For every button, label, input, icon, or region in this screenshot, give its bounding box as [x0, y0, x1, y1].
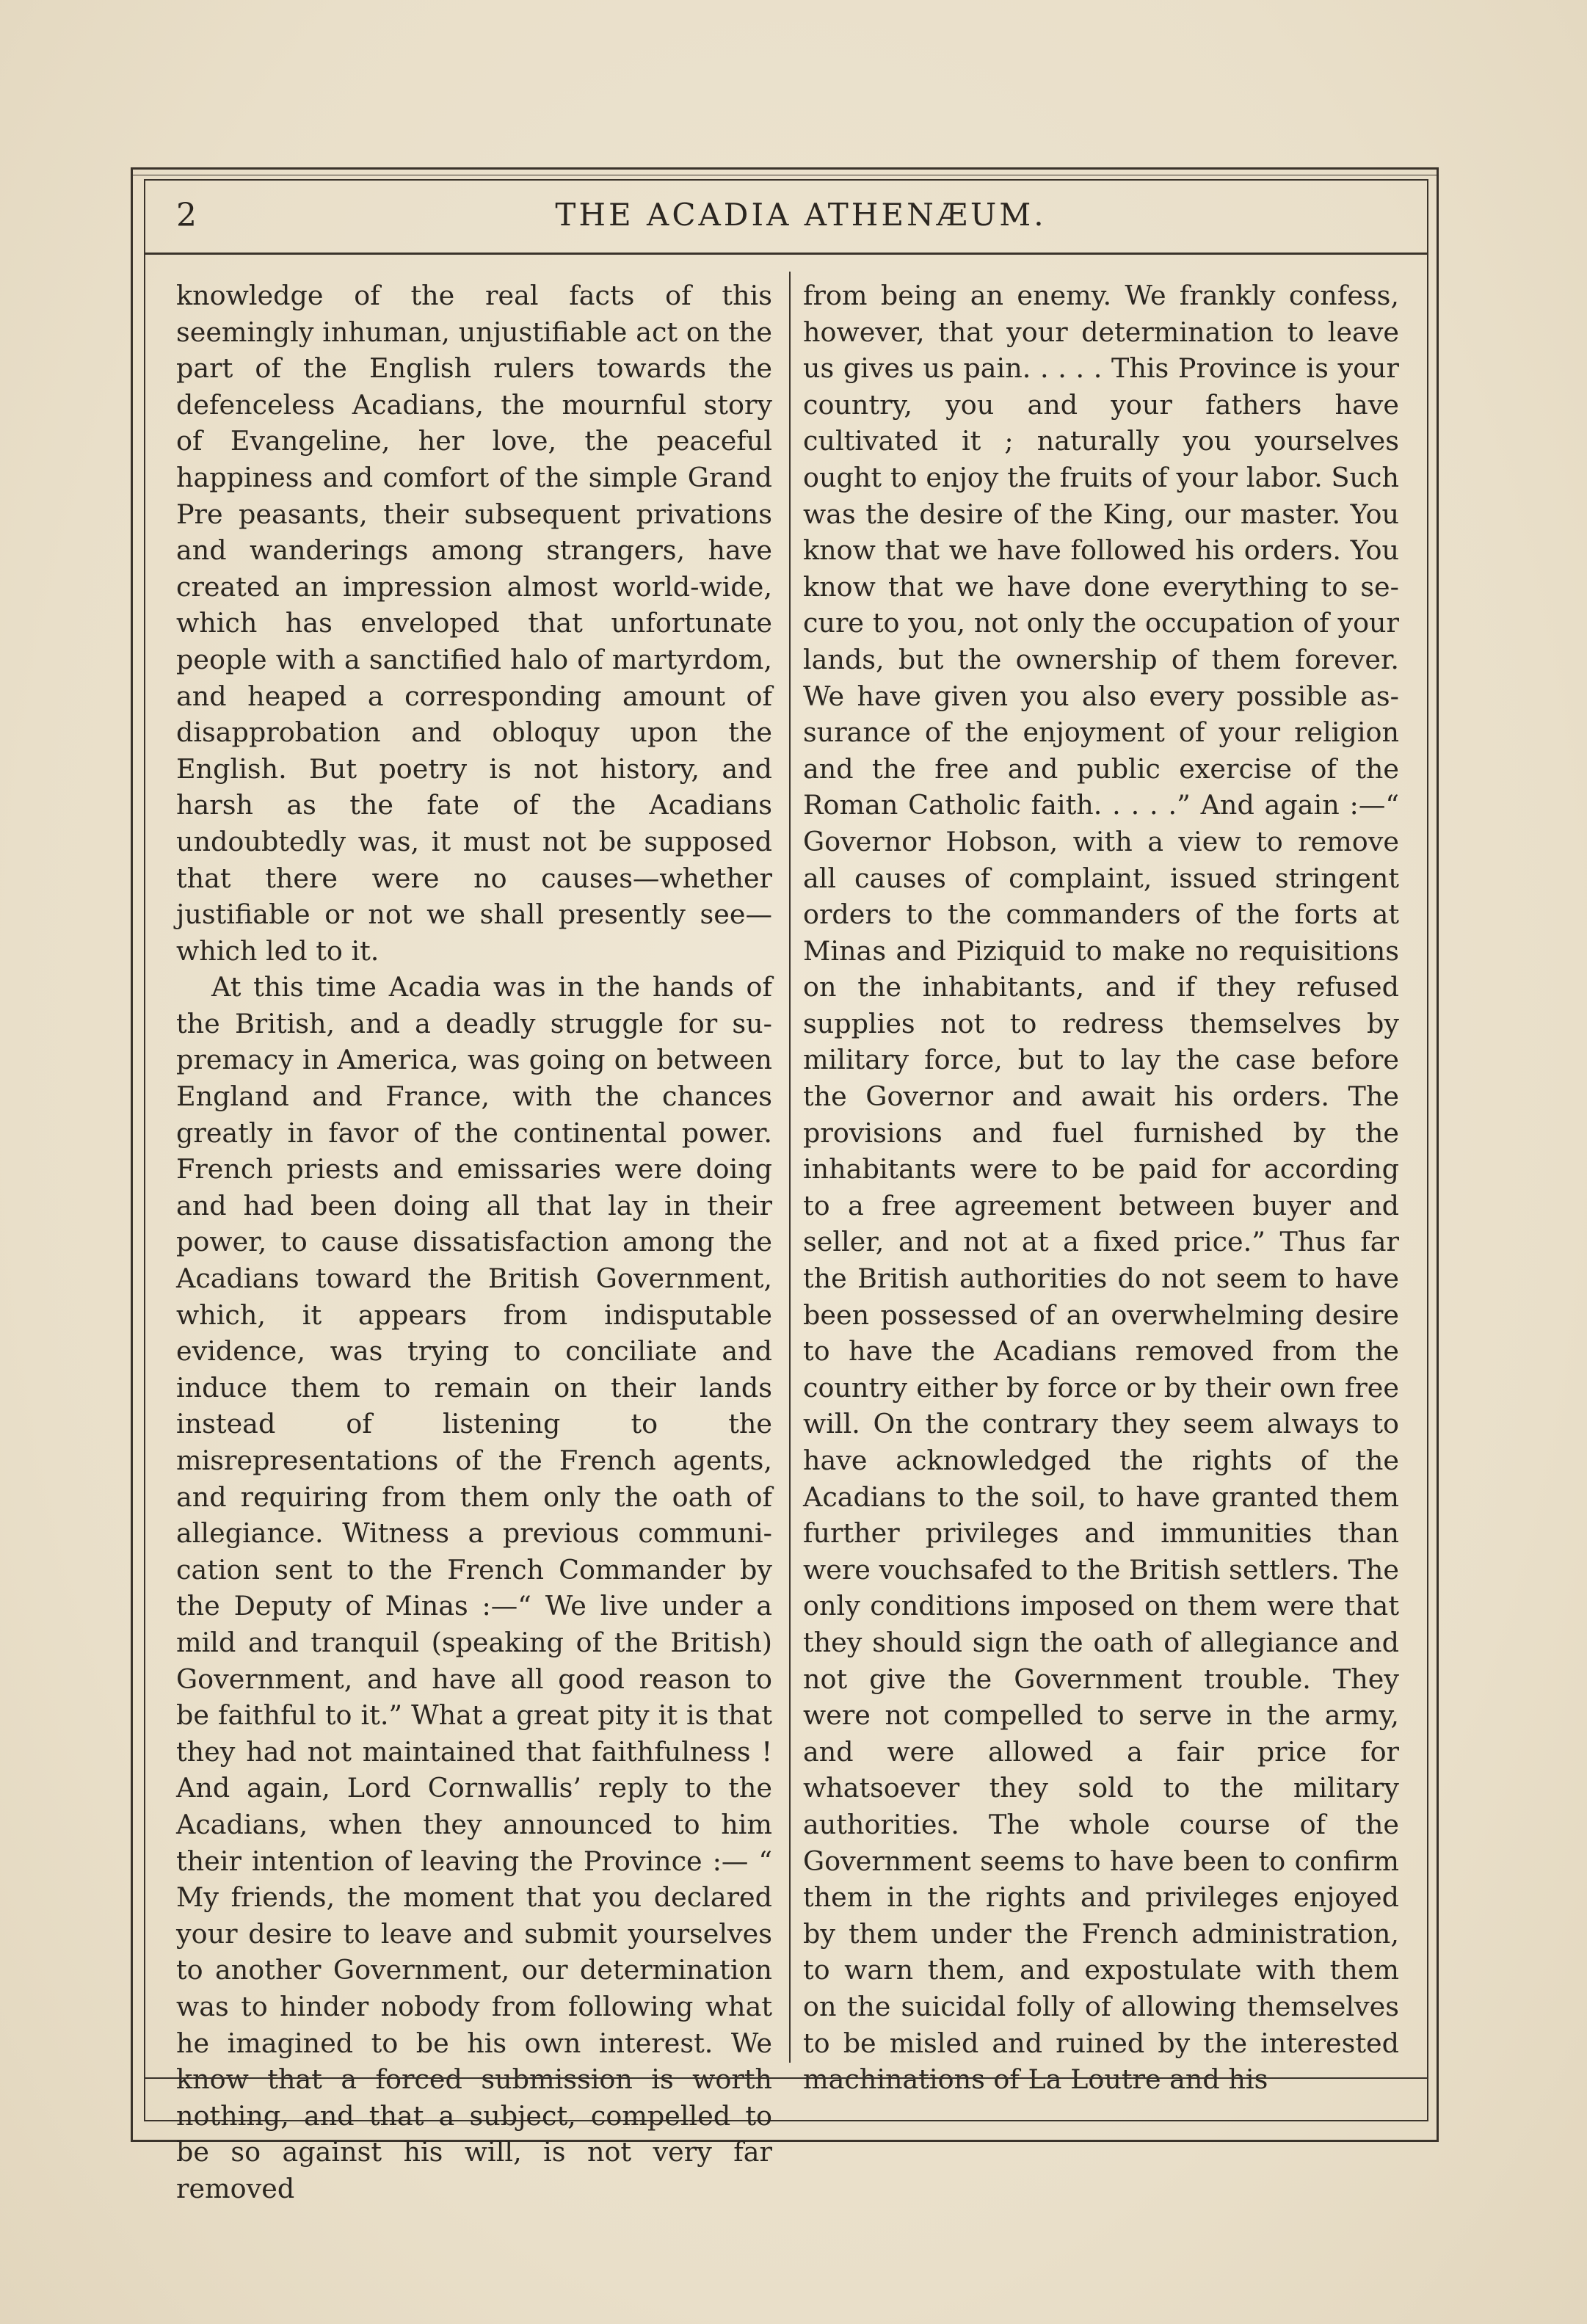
paragraph: from being an enemy. We frankly confess, however, that your determination to leave us gives us pain. . . . . This Province is your country, you and your fathers have cultivated it ; naturally you yourselves ought to enjoy the fruits of your labor. Such was the desire of the King, our master. You know that we have followed his orders. You know that we have done everything to secure to you, not only the occupation of your lands, but the ownership of them forever. We have given you also every possible assurance of the enjoyment of your religion and the free and public exercise of the Roman Catholic faith. . . . .” And again :—“ Governor Hobson, with a view to remove all causes of complaint, issued stringent orders to the commanders of the forts at Minas and Piziquid to make no requisitions on the inhabitants, and if they refused supplies not to redress themselves by military force, but to lay the case before the Governor and await his orders. The provisions and fuel furnished by the inhabitants were to be paid for according to a free agreement between buyer and seller, and not at a fixed price.” Thus far the British authorities do not seem to have been possessed of an overwhelming desire to have the Acadians removed from the country either by force or by their own free will. On the contrary they seem always to have acknowledged the rights of the Acadians to the soil, to have granted them further privileges and immunities than were vouchsafed to the British settlers. The only conditions imposed on them were that they should sign the oath of allegiance and not give the Government trouble. They were not compelled to serve in the army, and were allowed a fair price for whatsoever they sold to the military authorities. The whole course of the Government seems to have been to confirm them in the rights and privileges enjoyed by them under the French administration, to warn them, and expostulate with them on the suicidal folly of allowing themselves to be misled and ruined by the interested machinations of La Loutre and his — [803, 280, 1399, 2096]
footer-rule — [144, 2077, 1428, 2079]
column-divider — [789, 272, 791, 2063]
left-column — [176, 277, 772, 2207]
paragraph: At this time Acadia was in the hands of the British, and a deadly struggle for supremacy in America, was going on between England and France, with the chances greatly in favor of the continental power. French priests and emissaries were doing and had been doing all that lay in their power, to cause dissatisfaction among the Acadians toward the British Government, which, it appears from indisputable evidence, was trying to conciliate and induce them to remain on their lands instead of listening to the misrepresentations of the French agents, and requiring from them only the oath of allegiance. Witness a previous communication sent to the French Commander by the Deputy of Minas :—“ We live under a mild and tranquil (speaking of the British) Government, and have all good reason to be faithful to it.” What a great pity it is that they had not maintained that faithfulness ! And again, Lord Cornwallis’ reply to the Acadians, when they announced to him their intention of leaving the Province :— “ My friends, the moment that you declared your desire to leave and submit yourselves to another Government, our determination was to hinder nobody from following what he imagined to be his own interest. We know that a forced submission is worth nothing, and that a subject, compelled to be so against his will, is not very far removed — [176, 971, 772, 2204]
page-number: 2 — [176, 197, 198, 234]
running-header — [144, 184, 1428, 250]
header-rule — [144, 253, 1428, 255]
journal-title: THE ACADIA ATHENÆUM. — [555, 197, 1047, 233]
right-column — [803, 277, 1399, 2098]
paragraph: knowledge of the real facts of this seemingly inhuman, unjustifiable act on the part of the English rulers towards the defenceless Acadians, the mournful story of Evangeline, her love, the peaceful happiness and comfort of the simple Grand Pre peasants, their subsequent privations and wanderings among strangers, have created an impression almost world-wide, which has enveloped that unfortunate people with a sanctified halo of martyrdom, and heaped a corresponding amount of disapprobation and obloquy upon the English. But poetry is not history, and harsh as the fate of the Acadians undoubtedly was, it must not be supposed that there were no causes—whether justifiable or not we shall presently see—which led to it. — [176, 280, 772, 967]
